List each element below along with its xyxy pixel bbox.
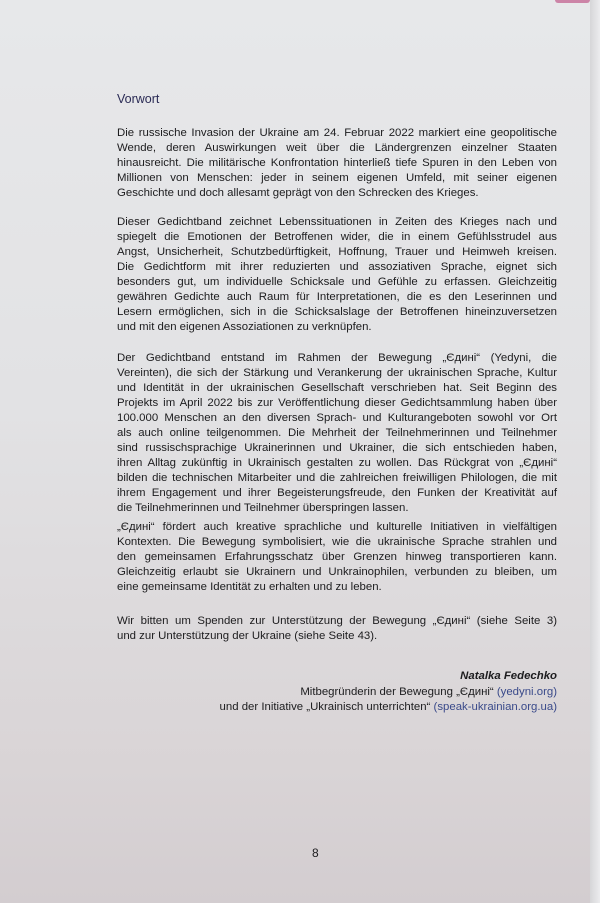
text-line: spiegelt die Emotionen der Betroffenen wider, die in einem Gefühlsstrudel aus <box>117 231 557 243</box>
speak-ukrainian-link[interactable]: (speak-ukrainian.org.ua) <box>433 701 557 713</box>
page-edge <box>590 0 600 903</box>
text-line: „Єдині“ fördert auch kreative sprachliche und kulturelle Initiativen in vielfältigen <box>117 521 557 533</box>
author-name: Natalka Fedechko <box>460 670 557 682</box>
text-line: Die Gedichtform mit ihrer reduzierten und assoziativen Sprache, eignet sich <box>117 261 557 273</box>
text-line: Gleichzeitig erlaubt sie Ukrainern und Unkrainophilen, verbunden zu bleiben, um <box>117 566 557 578</box>
text-line: Die russische Invasion der Ukraine am 24. Februar 2022 markiert eine geopolitische <box>117 127 557 139</box>
text-line: Wir bitten um Spenden zur Unterstützung der Bewegung „Єдині“ (siehe Seite 3) <box>117 615 557 627</box>
text-line: 100.000 Menschen an den diversen Sprach- und Kulturangeboten sowohl vor Ort <box>117 412 557 424</box>
paragraph-3 <box>117 351 557 516</box>
page-title: Vorwort <box>117 92 160 106</box>
text-line: die Teilnehmerinnen und Teilnehmer überspringen lassen. <box>117 502 409 514</box>
text-line: Projekts im April 2022 bis zur Veröffentlichung dieser Gedichtsammlung haben über <box>117 397 557 409</box>
text-line: gewähren Gedichte auch Raum für Interpretationen, die es den Leserinnen und <box>117 291 557 303</box>
text-line: sind russischsprachige Ukrainerinnen und Ukrainer, die sich entschieden haben, <box>117 442 557 454</box>
author-role-2: und der Initiative „Ukrainisch unterrichten“ <box>219 701 434 713</box>
paragraph-2 <box>117 215 557 335</box>
signature-block <box>157 669 557 716</box>
text-line: bilden die technischen Mitarbeiter und die zahlreichen freiwilligen Philologen, die mit <box>117 472 557 484</box>
paragraph-1 <box>117 126 557 201</box>
text-line: und Identität in der ukrainischen Gesellschaft verschrieben hat. Seit Beginn des <box>117 382 557 394</box>
text-line: eine gemeinsame Identität zu erhalten und zu leben. <box>117 581 382 593</box>
text-line: Kontexten. Die Bewegung symbolisiert, wie die ukrainische Sprache strahlen und <box>117 536 557 548</box>
text-line: hinausreicht. Die militärische Konfrontation hinterließ tiefe Spuren in den Leben von <box>117 157 557 169</box>
paragraph-5 <box>117 614 557 644</box>
text-line: und zur Unterstützung der Ukraine (siehe Seite 43). <box>117 630 378 642</box>
text-line: Der Gedichtband entstand im Rahmen der Bewegung „Єдині“ (Yedyni, die <box>117 352 557 364</box>
text-line: den gemeinsamen Erfahrungsschatz über Grenzen hinweg transportieren kann. <box>117 551 557 563</box>
text-line: ihrem Engagement und ihrer Begeisterungsfreude, den Funken der Kreativität auf <box>117 487 557 499</box>
text-line: Millionen von Menschen: jeder in seinem eigenen Umfeld, mit seiner eigenen <box>117 172 557 184</box>
text-line: Dieser Gedichtband zeichnet Lebenssituationen in Zeiten des Krieges nach und <box>117 216 557 228</box>
text-line: besonders gut, um individuelle Schicksale und Gefühle zu erfassen. Gleichzeitig <box>117 276 557 288</box>
text-line: Wende, deren Auswirkungen weit über die Ländergrenzen einzelner Staaten <box>117 142 557 154</box>
text-line: ihren Alltag zukünftig in Ukrainisch gestalten zu wollen. Das Rückgrat von „Єдині“ <box>117 457 557 469</box>
text-line: als auch online teilgenommen. Die Mehrheit der Teilnehmerinnen und Teilnehmer <box>117 427 557 439</box>
paragraph-4 <box>117 520 557 595</box>
text-line: Lesern ermöglichen, sich in die Schicksalslage der Betroffenen hineinzuversetzen <box>117 306 557 318</box>
author-role-1: Mitbegründerin der Bewegung „Єдині“ <box>300 685 497 698</box>
text-line: Geschichte und doch allesamt geprägt von den Schrecken des Krieges. <box>117 187 479 199</box>
text-line: und mit den eigenen Assoziationen zu verknüpfen. <box>117 321 372 333</box>
text-line: Angst, Unsicherheit, Schutzbedürftigkeit, Hoffnung, Trauer und Heimweh kreisen. <box>117 246 557 258</box>
yedyni-link[interactable]: (yedyni.org) <box>496 685 557 698</box>
text-line: Vereinten), die sich der Stärkung und Verankerung der ukrainischen Sprache, Kultur <box>117 367 557 379</box>
page-number: 8 <box>312 846 319 860</box>
cover-edge <box>555 0 590 3</box>
